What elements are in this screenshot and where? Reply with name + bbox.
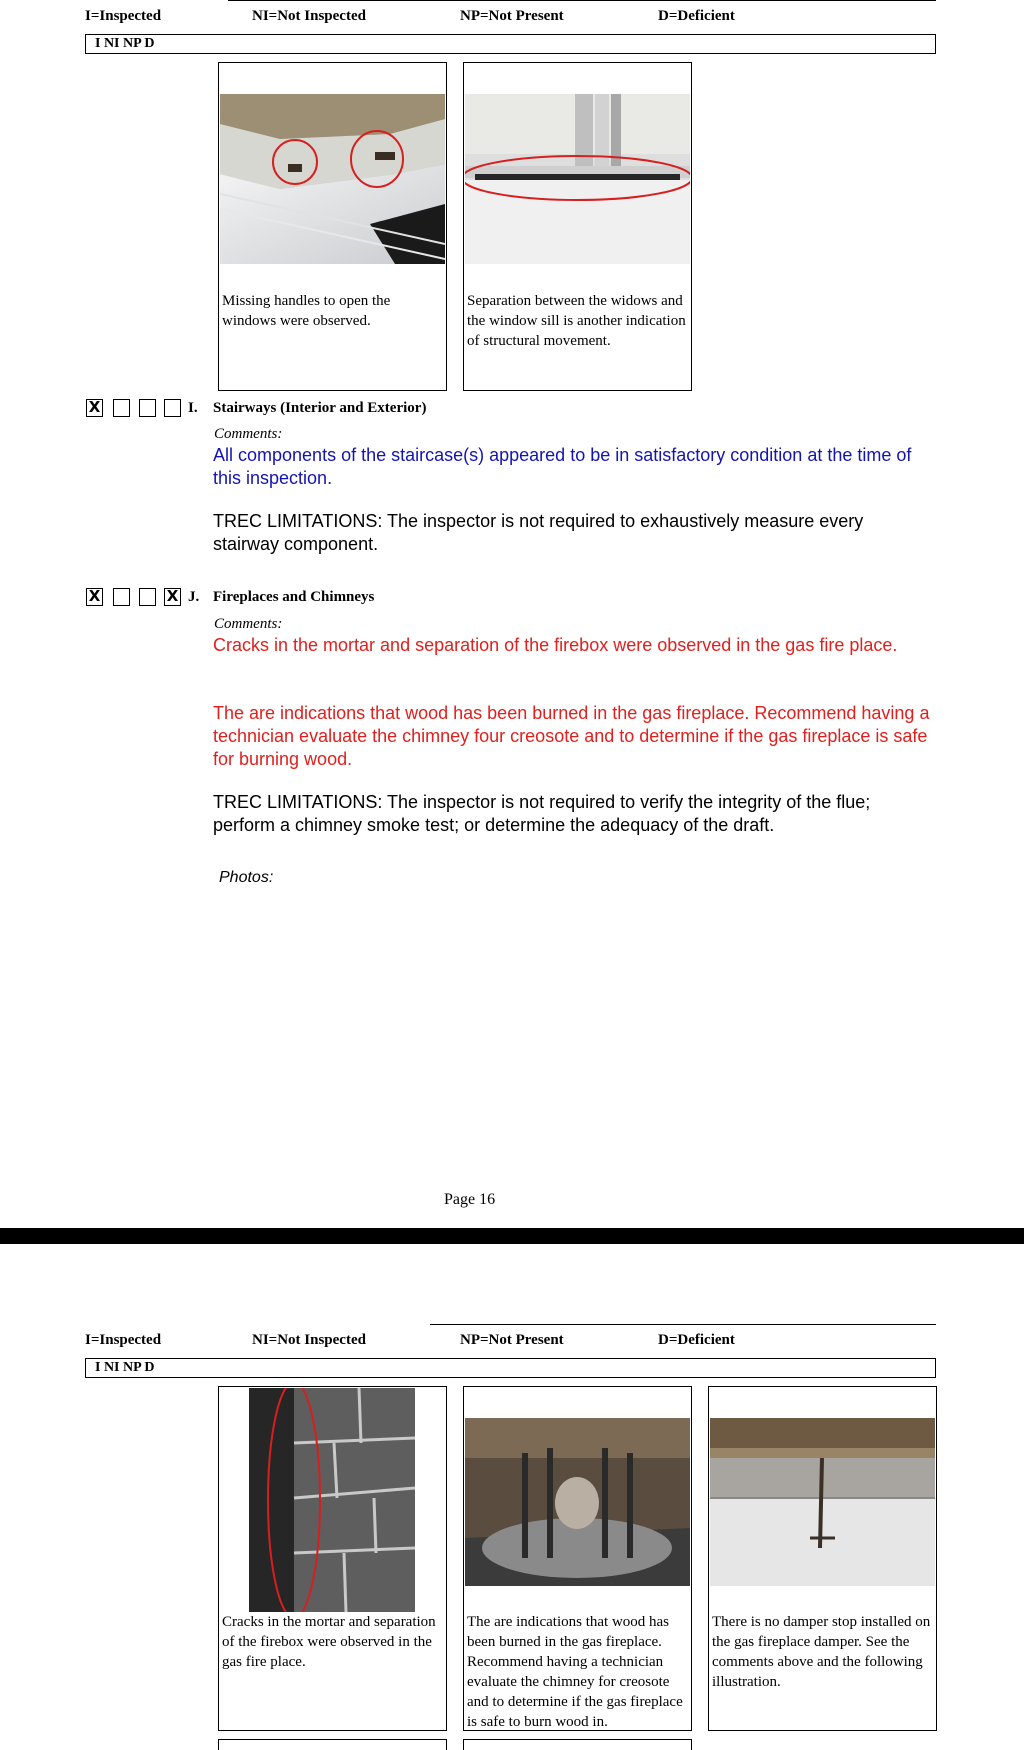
checkbox-deficient[interactable]: X [164,588,181,606]
stairways-finding: All components of the staircase(s) appeared to be in satisfactory condition at the time of this inspection. [213,445,912,488]
section-letter: J. [188,589,200,605]
photo-window-sill[interactable] [465,94,690,264]
fireplace-finding-wood: The are indications that wood has been burned in the gas fireplace. Recommend having a technician evaluate the chimney four creosote and to determine if the gas fireplace is safe for burning wood. [213,703,930,769]
legend-inspected: I=Inspected [85,8,162,24]
photo-card [708,1386,937,1731]
checkbox-inspected[interactable]: X [86,399,103,417]
legend-not-inspected: NI=Not Inspected [252,8,366,24]
section-j-checkboxes [86,588,186,608]
legend-box: I NI NP D [85,34,936,54]
photo-caption: Separation between the widows and the window sill is another indication of structural movement. [467,293,686,349]
legend-row [85,8,935,30]
comments-label: Comments: [214,616,283,632]
legend-deficient: D=Deficient [658,8,735,24]
photo-card [218,1386,447,1731]
checkbox-inspected[interactable]: X [86,588,103,606]
page-number: Page 16 [444,1191,496,1208]
photo-caption: There is no damper stop installed on the gas fireplace damper. See the comments above and the following illustration. [712,1614,931,1690]
legend-box: I NI NP D [85,1358,936,1378]
photo-damper[interactable] [710,1418,935,1586]
photo-card-partial [463,1739,692,1750]
legend-inspected: I=Inspected [85,1332,162,1348]
checkbox-not-inspected[interactable] [113,399,130,417]
comments-label: Comments: [214,426,283,442]
photo-card-partial [218,1739,447,1750]
fireplace-limitations: TREC LIMITATIONS: The inspector is not required to verify the integrity of the flue; perform a chimney smoke test; or determine the adequacy of the draft. [213,792,871,835]
legend-not-present: NP=Not Present [460,1332,564,1348]
header-rule [228,0,936,1]
checkbox-not-present[interactable] [139,588,156,606]
checkbox-not-present[interactable] [139,399,156,417]
section-i-checkboxes [86,399,186,419]
photo-card [463,62,692,391]
stairways-limitations: TREC LIMITATIONS: The inspector is not required to exhaustively measure every stairway component. [213,511,864,554]
photo-card [218,62,447,391]
photo-caption: The are indications that wood has been burned in the gas fireplace. Recommend having a technician evaluate the chimney for creosote and to determine if the gas fireplace is safe to burn wood in. [467,1614,683,1730]
fireplace-finding-cracks: Cracks in the mortar and separation of the firebox were observed in the gas fire place. [213,635,898,655]
photos-label: Photos: [219,869,274,886]
photo-caption: Missing handles to open the windows were observed. [222,293,391,329]
photo-burned-wood[interactable] [465,1418,690,1586]
photo-window-handles[interactable] [220,94,445,264]
section-title-stairways: Stairways (Interior and Exterior) [213,400,427,416]
report-page-17 [0,1244,1024,1750]
photo-card [463,1386,692,1731]
photo-firebox-cracks[interactable] [249,1388,415,1612]
checkbox-deficient[interactable] [164,399,181,417]
page-separator [0,1228,1024,1244]
legend-deficient: D=Deficient [658,1332,735,1348]
section-letter: I. [188,400,198,416]
header-rule [430,1324,936,1325]
legend-not-present: NP=Not Present [460,8,564,24]
legend-not-inspected: NI=Not Inspected [252,1332,366,1348]
legend-row [85,1332,935,1354]
checkbox-not-inspected[interactable] [113,588,130,606]
photo-caption: Cracks in the mortar and separation of the firebox were observed in the gas fire place. [222,1614,436,1670]
section-title-fireplaces: Fireplaces and Chimneys [213,589,375,605]
